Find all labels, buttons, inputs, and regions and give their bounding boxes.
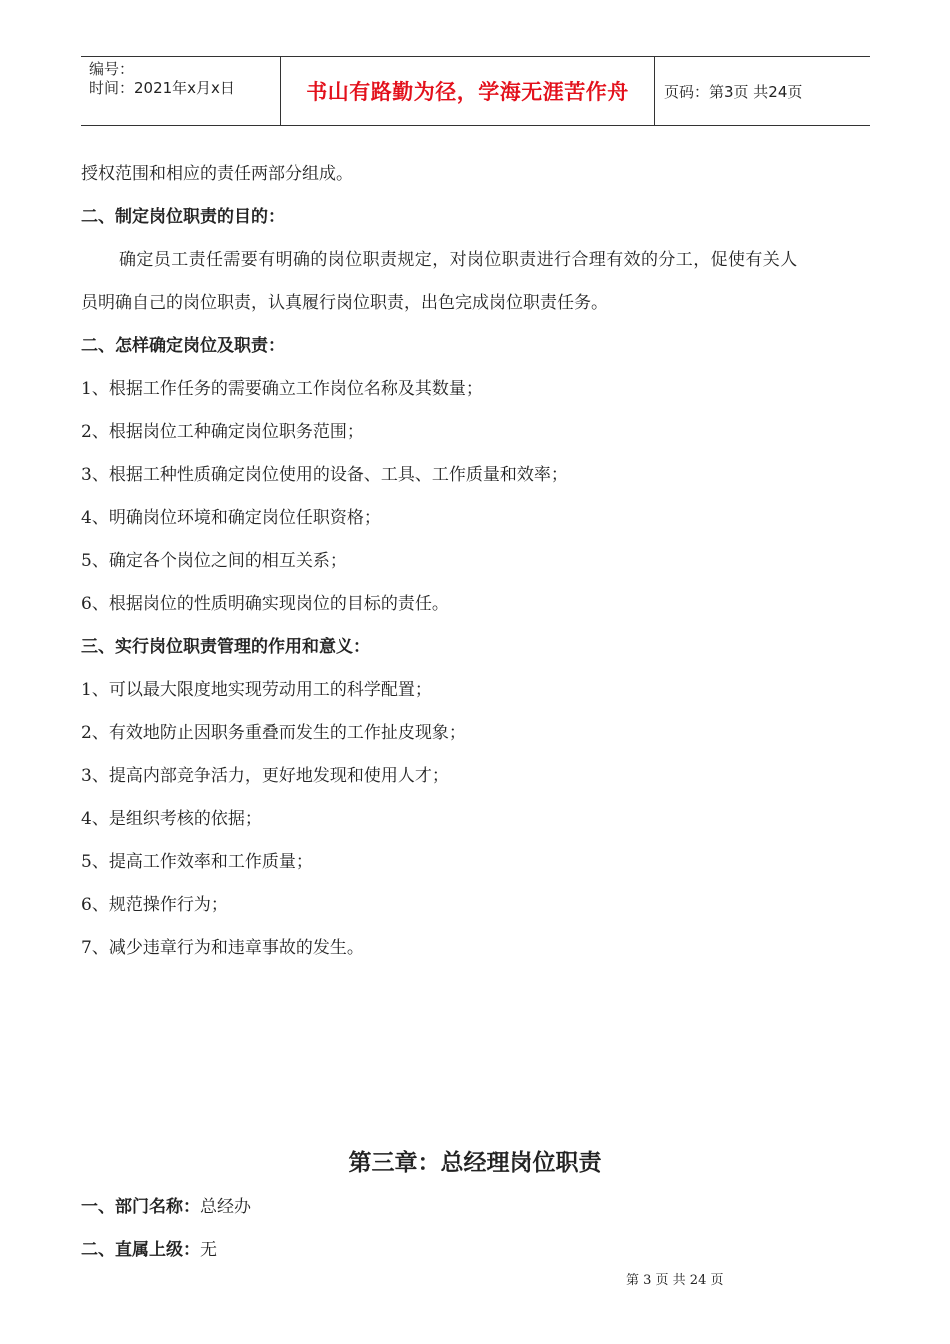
superior-value: 无 [200, 1240, 217, 1260]
list-item: 3、根据工种性质确定岗位使用的设备、工具、工作质量和效率； [81, 465, 568, 485]
document-body [81, 153, 870, 970]
list-item: 1、可以最大限度地实现劳动用工的科学配置； [81, 680, 432, 700]
document-header [81, 56, 870, 126]
list-item: 1、根据工作任务的需要确立工作岗位名称及其数量； [81, 379, 483, 399]
page-footer: 第 3 页 共 24 页 [626, 1273, 724, 1288]
list-item: 4、明确岗位环境和确定岗位任职资格； [81, 508, 381, 528]
superior-row [81, 1229, 870, 1272]
time-label: 时间：2021年x月x日 [89, 79, 235, 97]
list-item: 2、有效地防止因职务重叠而发生的工作扯皮现象； [81, 723, 466, 743]
purpose-paragraph-line2: 员明确自己的岗位职责，认真履行岗位职责，出色完成岗位职责任务。 [81, 293, 608, 313]
number-label: 编号： [89, 60, 135, 78]
chapter-title: 第三章：总经理岗位职责 [348, 1150, 602, 1176]
list-item: 4、是组织考核的依据； [81, 809, 262, 829]
list-item: 6、规范操作行为； [81, 895, 228, 915]
list-item: 6、根据岗位的性质明确实现岗位的目标的责任。 [81, 594, 449, 614]
section-heading-determine: 二、怎样确定岗位及职责： [81, 336, 285, 356]
header-page-info: 页码：第3页 共24页 [664, 82, 803, 101]
list-item: 3、提高内部竞争活力，更好地发现和使用人才； [81, 766, 449, 786]
determine-list [81, 368, 870, 626]
list-item: 7、减少违章行为和违章事故的发生。 [81, 938, 364, 958]
department-value: 总经办 [200, 1197, 251, 1217]
department-label: 一、部门名称： [81, 1197, 200, 1217]
department-row [81, 1186, 870, 1229]
list-item: 5、确定各个岗位之间的相互关系； [81, 551, 347, 571]
superior-label: 二、直属上级： [81, 1240, 200, 1260]
chapter-details [81, 1186, 870, 1272]
continuation-text: 授权范围和相应的责任两部分组成。 [81, 164, 353, 184]
section-heading-significance: 三、实行岗位职责管理的作用和意义： [81, 637, 370, 657]
list-item: 2、根据岗位工种确定岗位职务范围； [81, 422, 364, 442]
header-motto: 书山有路勤为径，学海无涯苦作舟 [281, 57, 655, 125]
significance-list [81, 669, 870, 970]
purpose-paragraph-line1: 确定员工责任需要有明确的岗位职责规定，对岗位职责进行合理有效的分工，促使有关人 [119, 250, 798, 270]
section-heading-purpose: 二、制定岗位职责的目的： [81, 207, 285, 227]
header-meta [81, 57, 281, 125]
list-item: 5、提高工作效率和工作质量； [81, 852, 313, 872]
